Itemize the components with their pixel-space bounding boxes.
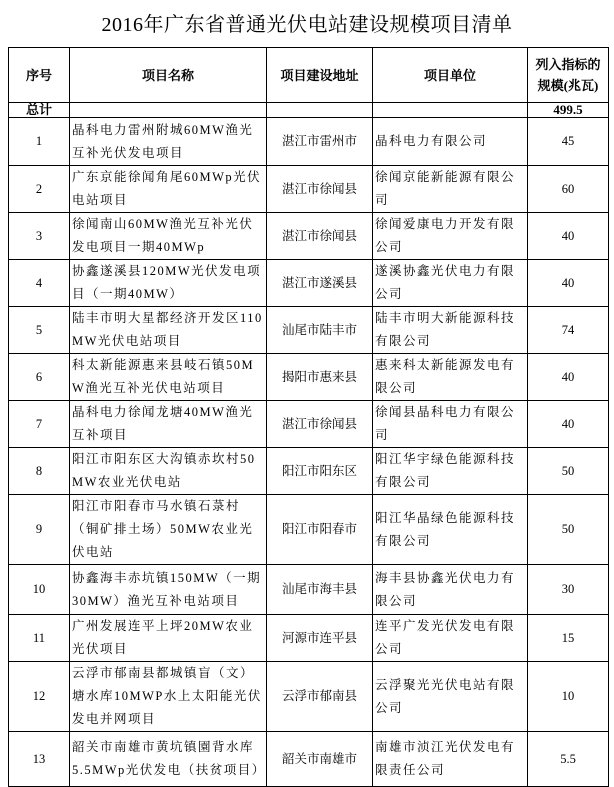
table-row <box>9 307 609 354</box>
table-row <box>9 662 609 732</box>
project-location: 云浮市郁南县 <box>267 662 373 732</box>
table-row <box>9 354 609 401</box>
row-number: 4 <box>9 260 70 307</box>
project-name: 广州发展连平上坪20MW农业光伏项目 <box>70 615 267 662</box>
project-unit: 陆丰市明大新能源科技有限公司 <box>373 307 528 354</box>
project-table <box>8 47 609 787</box>
row-number: 7 <box>9 401 70 448</box>
row-number: 6 <box>9 354 70 401</box>
project-unit: 南雄市浈江光伏发电有限责任公司 <box>373 732 528 787</box>
total-label: 总计 <box>9 103 70 118</box>
project-location: 湛江市徐闻县 <box>267 213 373 260</box>
project-location: 湛江市徐闻县 <box>267 401 373 448</box>
project-name: 晶科电力雷州附城60MW渔光互补光伏发电项目 <box>70 118 267 166</box>
row-number: 12 <box>9 662 70 732</box>
project-scale: 74 <box>528 307 609 354</box>
project-scale: 50 <box>528 495 609 565</box>
project-unit: 惠来科太新能源发电有限公司 <box>373 354 528 401</box>
project-unit: 徐闻县晶科电力有限公司 <box>373 401 528 448</box>
row-number: 9 <box>9 495 70 565</box>
project-name: 科太新能源惠来县岐石镇50MW渔光互补光伏电站项目 <box>70 354 267 401</box>
total-row <box>9 103 609 118</box>
row-number: 10 <box>9 565 70 615</box>
header-row <box>9 48 609 103</box>
header-location: 项目建设地址 <box>267 48 373 103</box>
project-unit: 遂溪协鑫光伏电力有限公司 <box>373 260 528 307</box>
project-name: 广东京能徐闻角尾60MWp光伏电站项目 <box>70 166 267 213</box>
project-name: 晶科电力徐闻龙塘40MW渔光互补项目 <box>70 401 267 448</box>
project-name: 阳江市阳东区大沟镇赤坎村50MW农业光伏电站 <box>70 448 267 495</box>
project-unit: 晶科电力有限公司 <box>373 118 528 166</box>
project-scale: 40 <box>528 354 609 401</box>
table-row <box>9 213 609 260</box>
row-number: 3 <box>9 213 70 260</box>
project-location: 揭阳市惠来县 <box>267 354 373 401</box>
project-location: 湛江市遂溪县 <box>267 260 373 307</box>
table-row <box>9 260 609 307</box>
project-scale: 30 <box>528 565 609 615</box>
project-unit: 阳江华宇绿色能源科技有限公司 <box>373 448 528 495</box>
project-scale: 40 <box>528 260 609 307</box>
project-scale: 45 <box>528 118 609 166</box>
project-scale: 40 <box>528 401 609 448</box>
header-scale: 列入指标的规模(兆瓦) <box>528 48 609 103</box>
page-title: 2016年广东省普通光伏电站建设规模项目清单 <box>101 14 513 36</box>
project-scale: 50 <box>528 448 609 495</box>
table-row <box>9 495 609 565</box>
row-number: 2 <box>9 166 70 213</box>
table-row <box>9 401 609 448</box>
row-number: 8 <box>9 448 70 495</box>
header-name: 项目名称 <box>70 48 267 103</box>
project-unit: 连平广发光伏发电有限公司 <box>373 615 528 662</box>
table-row <box>9 565 609 615</box>
project-name: 协鑫遂溪县120MW光伏发电项目（一期40MW） <box>70 260 267 307</box>
empty-cell <box>373 103 528 118</box>
row-number: 11 <box>9 615 70 662</box>
project-unit: 云浮聚光光伏电站有限公司 <box>373 662 528 732</box>
empty-cell <box>267 103 373 118</box>
project-name: 陆丰市明大星都经济开发区110MW光伏电站项目 <box>70 307 267 354</box>
project-location: 湛江市徐闻县 <box>267 166 373 213</box>
project-name: 协鑫海丰赤坑镇150MW（一期30MW）渔光互补电站项目 <box>70 565 267 615</box>
header-unit: 项目单位 <box>373 48 528 103</box>
project-name: 云浮市郁南县都城镇盲（文）塘水库10MWP水上太阳能光伏发电并网项目 <box>70 662 267 732</box>
project-unit: 阳江华晶绿色能源科技有限公司 <box>373 495 528 565</box>
empty-cell <box>70 103 267 118</box>
project-unit: 徐闻京能新能源有限公司 <box>373 166 528 213</box>
project-location: 湛江市雷州市 <box>267 118 373 166</box>
project-location: 韶关市南雄市 <box>267 732 373 787</box>
table-row <box>9 615 609 662</box>
project-location: 阳江市阳春市 <box>267 495 373 565</box>
project-unit: 徐闻爱康电力开发有限公司 <box>373 213 528 260</box>
project-location: 阳江市阳东区 <box>267 448 373 495</box>
row-number: 1 <box>9 118 70 166</box>
table-row <box>9 118 609 166</box>
project-name: 徐闻南山60MW渔光互补光伏发电项目一期40MWp <box>70 213 267 260</box>
project-location: 河源市连平县 <box>267 615 373 662</box>
project-scale: 40 <box>528 213 609 260</box>
project-scale: 5.5 <box>528 732 609 787</box>
project-name: 韶关市南雄市黄坑镇園背水库5.5MWp光伏发电（扶贫项目） <box>70 732 267 787</box>
project-scale: 10 <box>528 662 609 732</box>
project-location: 汕尾市海丰县 <box>267 565 373 615</box>
project-scale: 60 <box>528 166 609 213</box>
project-name: 阳江市阳春市马水镇石菉村（铜矿排土场）50MW农业光伏电站 <box>70 495 267 565</box>
header-no: 序号 <box>9 48 70 103</box>
row-number: 5 <box>9 307 70 354</box>
project-location: 汕尾市陆丰市 <box>267 307 373 354</box>
table-row <box>9 448 609 495</box>
project-unit: 海丰县协鑫光伏电力有限公司 <box>373 565 528 615</box>
project-scale: 15 <box>528 615 609 662</box>
table-row <box>9 732 609 787</box>
row-number: 13 <box>9 732 70 787</box>
table-row <box>9 166 609 213</box>
total-value: 499.5 <box>528 103 609 118</box>
